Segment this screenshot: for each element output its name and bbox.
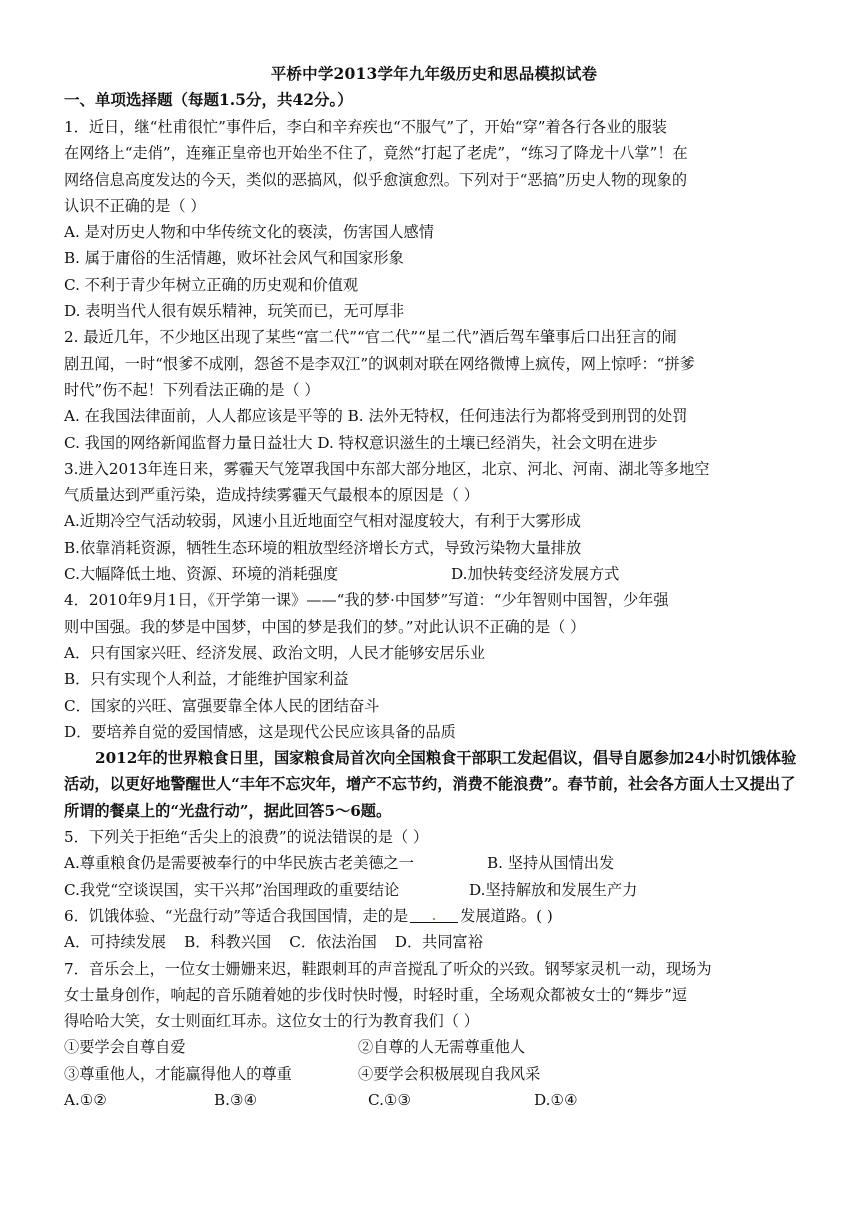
q6-stem (64, 903, 804, 929)
q7-statement-3: ③尊重他人，才能赢得他人的尊重 (64, 1064, 292, 1083)
q2-stem-line: 剧丑闻，一时“恨爹不成刚，怨爸不是李双江”的讽刺对联在网络微博上疯传，网上惊呼：“拼爹 (64, 354, 695, 373)
question-2 (64, 324, 804, 455)
q1-stem-line: 在网络上“走俏”，连雍正皇帝也开始坐不住了，竟然“打起了老虎”，“练习了降龙十八掌”！在 (64, 144, 688, 163)
q4-option-c: C．国家的兴旺、富强要靠全体人民的团结奋斗 (64, 696, 380, 715)
q5-option-d: D.坚持解放和发展生产力 (469, 880, 638, 899)
q3-stem-line: 气质量达到严重污染，造成持续雾霾天气最根本的原因是（ ） (64, 486, 479, 505)
q1-stem-line: 网络信息高度发达的今天，类似的恶搞风，似乎愈演愈烈。下列对于“恶搞”历史人物的现象的 (64, 170, 688, 189)
q5-option-b: B. 坚持从国情出发 (487, 854, 615, 873)
q2-options-ab: A. 在我国法律面前，人人都应该是平等的 B. 法外无特权，任何违法行为都将受到刑罚的处罚 (64, 407, 688, 426)
q7-statements-row (64, 1034, 804, 1060)
question-5 (64, 824, 804, 903)
exam-page (64, 64, 804, 1113)
q7-stem-line: 得哈哈大笑，女士则面红耳赤。这位女士的行为教育我们（ ） (64, 1012, 479, 1031)
q4-stem-line: 4．2010年9月1日，《开学第一课》——“我的梦·中国梦”写道：“少年智则中国智，少年强 (64, 591, 669, 610)
answer-blank (410, 905, 458, 923)
q2-stem-line: 2. 最近几年，不少地区出现了某些“富二代”“官二代”“星二代”酒后驾车肇事后口出狂言的闹 (64, 328, 677, 347)
q7-stem-line: 7．音乐会上，一位女士姗姗来迟，鞋跟刺耳的声音搅乱了听众的兴致。钢琴家灵机一动，现场为 (64, 959, 712, 978)
q7-stem-line: 女士量身创作，响起的音乐随着她的步伐时快时慢，时轻时重，全场观众都被女士的“舞步”逗 (64, 985, 688, 1004)
q4-option-b: B．只有实现个人利益，才能维护国家利益 (64, 670, 349, 689)
q7-option-c: C.①③ (368, 1090, 412, 1109)
q5-options-row (64, 877, 804, 903)
q4-option-d: D．要培养自觉的爱国情感，这是现代公民应该具备的品质 (64, 722, 456, 741)
q3-stem-line: 3.进入2013年连日来，雾霾天气笼罩我国中东部大部分地区，北京、河北、河南、湖北等多地空 (64, 459, 710, 478)
q3-option-b: B.依靠消耗资源，牺牲生态环境的粗放型经济增长方式，导致污染物大量排放 (64, 538, 582, 557)
q3-option-a: A.近期冷空气活动较弱，风速小且近地面空气相对湿度较大，有利于大雾形成 (64, 512, 581, 531)
q7-option-b: B.③④ (214, 1090, 258, 1109)
q3-option-c: C.大幅降低土地、资源、环境的消耗强度 (64, 565, 339, 584)
q6-options (64, 929, 804, 955)
question-3 (64, 456, 804, 587)
q7-option-a: A.①② (64, 1090, 108, 1109)
q7-options (64, 1087, 804, 1113)
q7-statements-row (64, 1061, 804, 1087)
q1-option-d: D. 表明当代人很有娱乐精神，玩笑而已，无可厚非 (64, 302, 405, 321)
q6-stem-pre: 6．饥饿体验、“光盘行动”等适合我国国情，走的是 (64, 906, 409, 925)
q1-stem-line: 1．近日，继“杜甫很忙”事件后，李白和辛弃疾也“不服气”了，开始“穿”着各行各业的服装 (64, 118, 667, 136)
q5-option-c: C.我党“空谈误国，实干兴邦”治国理政的重要结论 (64, 880, 400, 899)
question-6 (64, 903, 804, 956)
q6-option-c: C．依法治国 (289, 933, 377, 952)
question-4 (64, 587, 804, 745)
material-passage: 2012年的世界粮食日里，国家粮食局首次向全国粮食干部职工发起倡议，倡导自愿参加24小时饥饿体验活动，以更好地警醒世人“丰年不忘灾年，增产不忘节约，消费不能浪费”。春节前，社会各方面人士又提出了所谓的餐桌上的“光盘行动”，据此回答5～6题。 (64, 749, 797, 820)
q6-option-b: B．科教兴国 (184, 933, 272, 952)
q6-option-a: A．可持续发展 (64, 933, 167, 952)
question-1 (64, 114, 804, 324)
q6-option-d: D．共同富裕 (394, 933, 483, 952)
q3-option-d: D.加快转变经济发展方式 (451, 565, 620, 584)
q6-stem-post: 发展道路。( ) (460, 906, 553, 925)
q7-option-d: D.①④ (534, 1090, 578, 1109)
q1-option-a: A. 是对历史人物和中华传统文化的亵渎，伤害国人感情 (64, 223, 434, 242)
q1-option-b: B. 属于庸俗的生活情趣，败坏社会风气和国家形象 (64, 249, 404, 268)
q5-stem: 5．下列关于拒绝“舌尖上的浪费”的说法错误的是（ ） (64, 828, 429, 847)
q5-options-row (64, 850, 804, 876)
question-7 (64, 956, 804, 1114)
q7-statement-4: ④要学会积极展现自我风采 (358, 1064, 541, 1083)
q4-option-a: A．只有国家兴旺、经济发展、政治文明，人民才能够安居乐业 (64, 643, 486, 662)
q1-stem-line: 认识不正确的是（ ） (64, 196, 206, 215)
q1-option-c: C. 不利于青少年树立正确的历史观和价值观 (64, 275, 359, 294)
q2-options-cd: C. 我国的网络新闻监督力量日益壮大 D. 特权意识滋生的土壤已经消失，社会文明在进步 (64, 433, 658, 452)
q2-stem-line: 时代”伤不起！下列看法正确的是（ ） (64, 380, 320, 399)
page-title: 平桥中学2013学年九年级历史和思品模拟试卷 (270, 64, 598, 83)
q4-stem-line: 则中国强。我的梦是中国梦，中国的梦是我们的梦。”对此认识不正确的是（ ） (64, 617, 586, 636)
q7-statement-2: ②自尊的人无需尊重他人 (358, 1038, 526, 1057)
q3-options-cd (64, 561, 804, 587)
q5-option-a: A.尊重粮食仍是需要被奉行的中华民族古老美德之一 (64, 854, 414, 873)
section-heading: 一、单项选择题（每题1.5分，共42分。） (64, 90, 353, 109)
q7-statement-1: ①要学会自尊自爱 (64, 1038, 186, 1057)
